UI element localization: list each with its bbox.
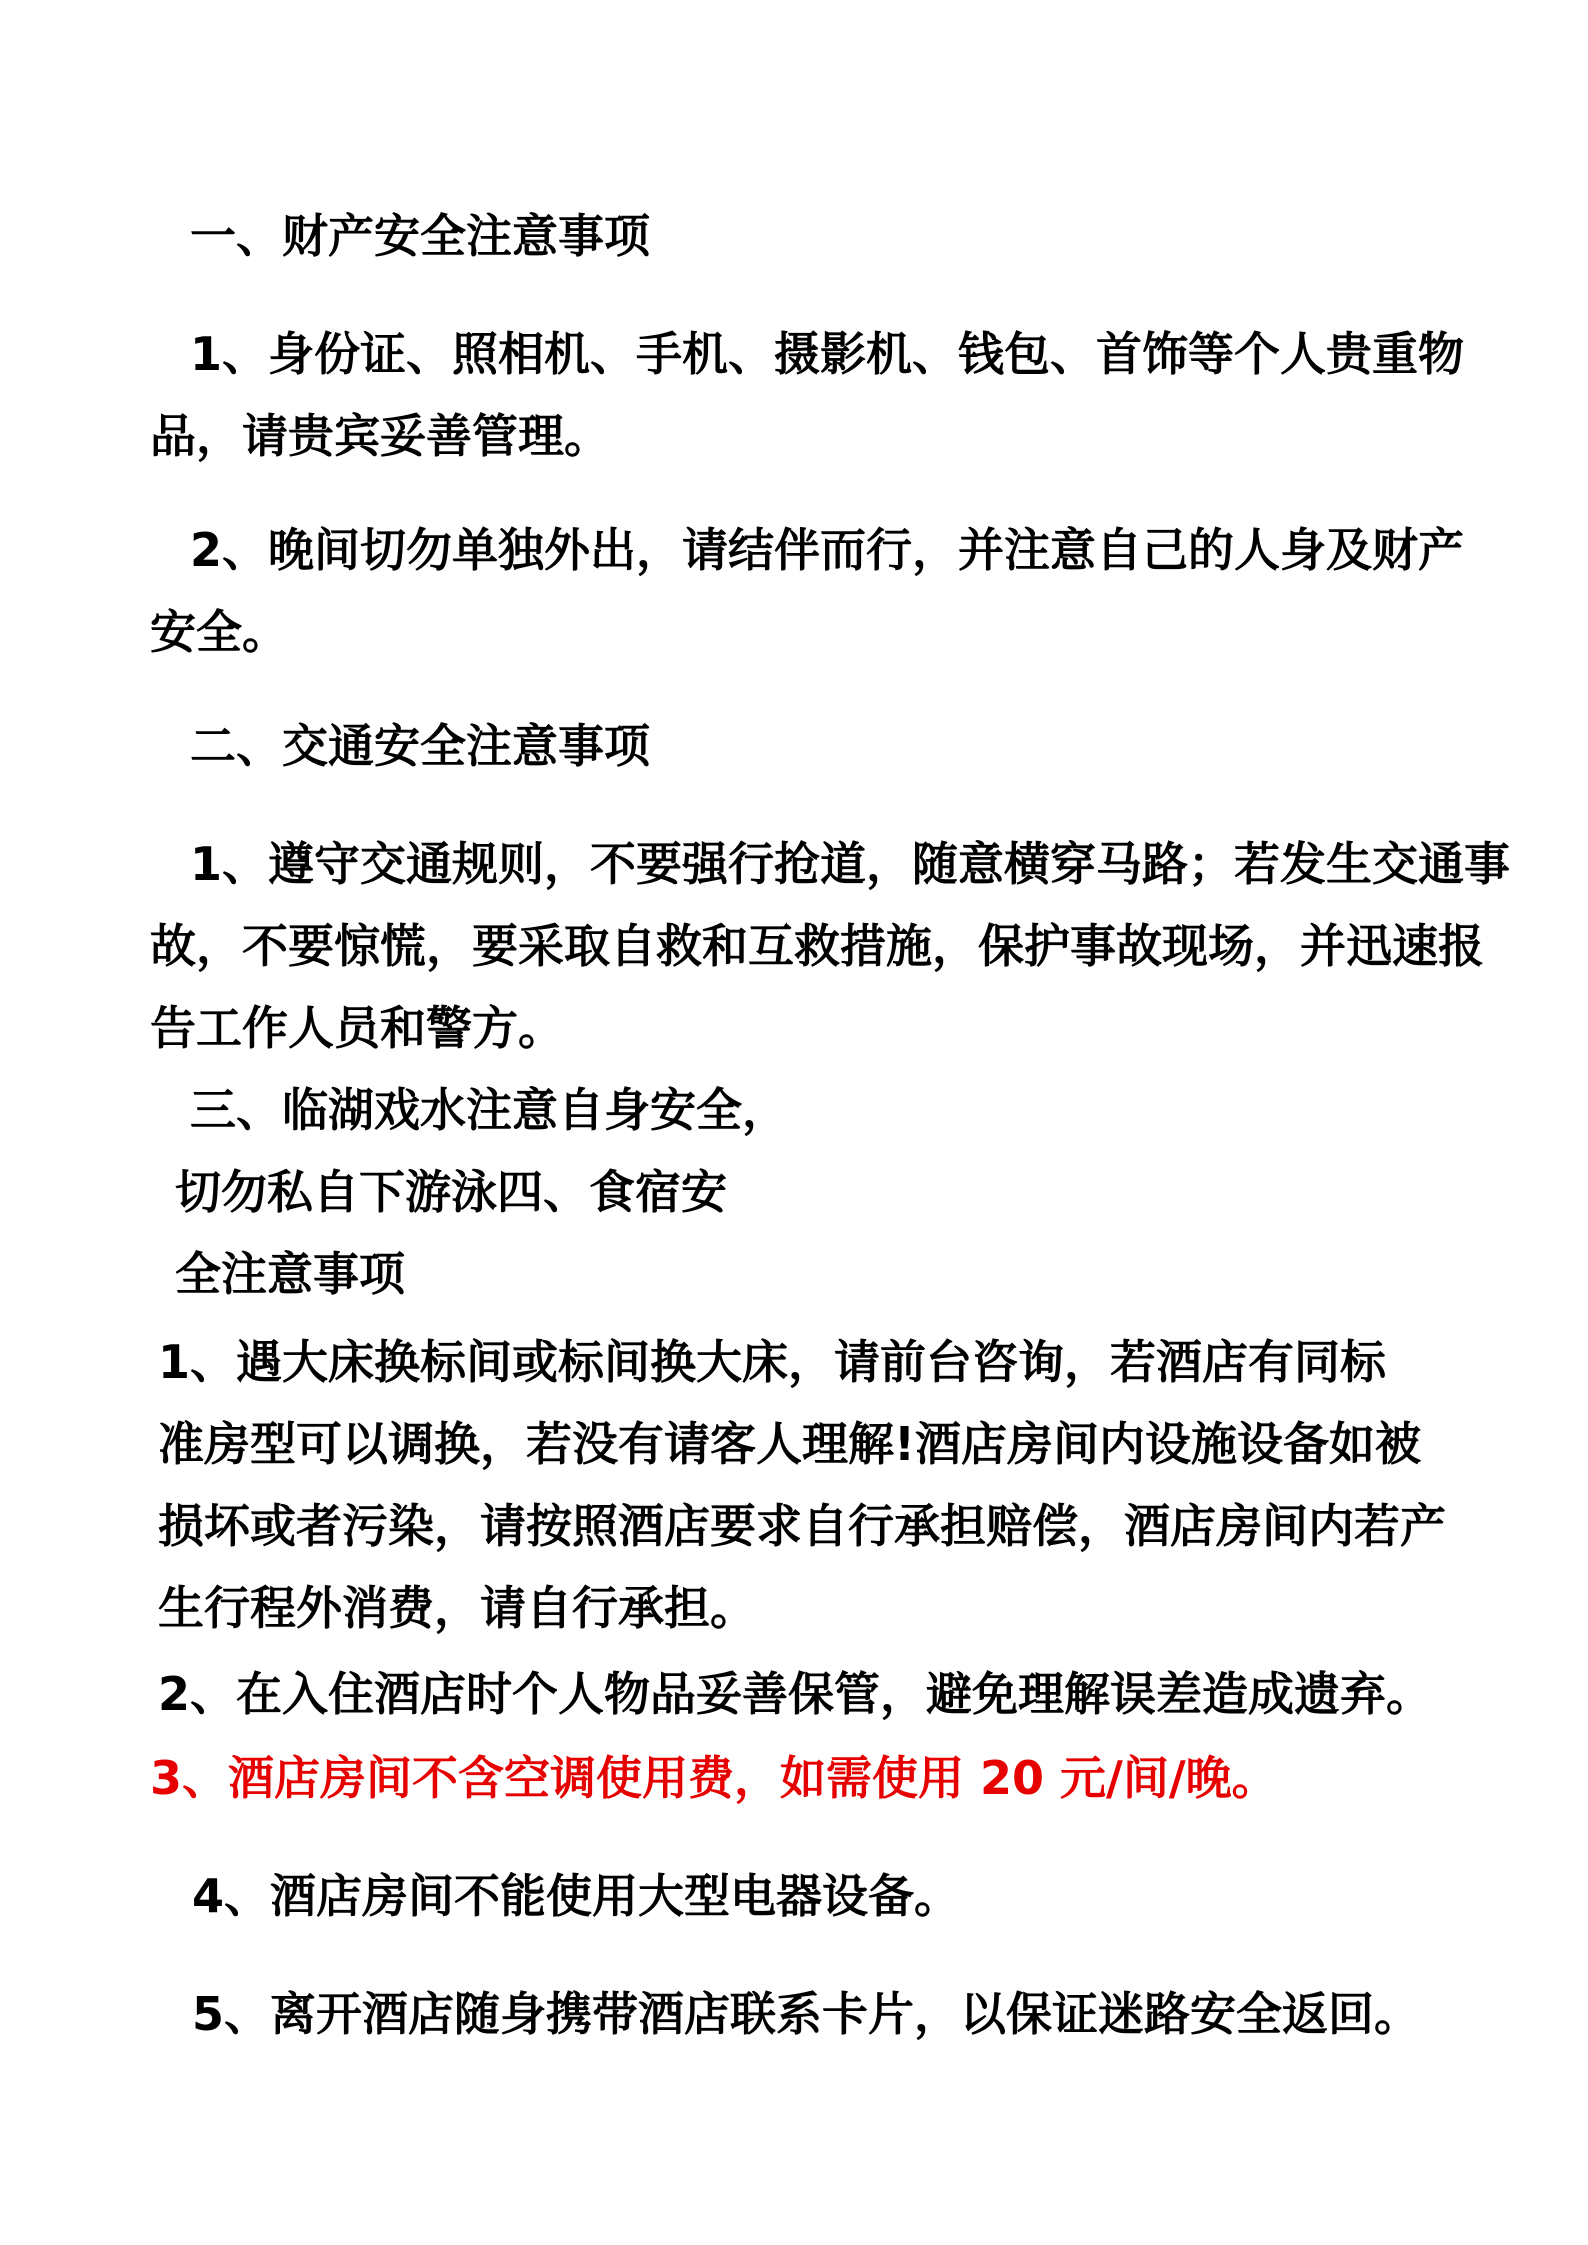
lodging-item-2: 2、在入住酒店时个人物品妥善保管，避免理解误差造成遗弃。 (158, 1667, 1433, 1721)
lodging-item-1-line-4: 生行程外消费，请自行承担。 (158, 1581, 756, 1635)
lodging-item-1-line-3: 损坏或者污染，请按照酒店要求自行承担赔偿，酒店房间内若产 (158, 1499, 1446, 1553)
lodging-item-3-highlight: 3、酒店房间不含空调使用费，如需使用 20 元/间/晚。 (150, 1751, 1278, 1805)
traffic-item-1-line-1: 1、遵守交通规则，不要强行抢道，随意横穿马路；若发生交通事 (190, 837, 1511, 891)
lodging-item-1-line-2: 准房型可以调换，若没有请客人理解!酒店房间内设施设备如被 (158, 1417, 1421, 1471)
heading-property-safety: 一、财产安全注意事项 (190, 209, 650, 263)
property-item-2-line-1: 2、晚间切勿单独外出，请结伴而行，并注意自己的人身及财产 (190, 523, 1465, 577)
heading-lodging-safety: 全注意事项 (175, 1247, 405, 1301)
property-item-1-line-2: 品，请贵宾妥善管理。 (150, 409, 610, 463)
heading-lake-safety: 三、临湖戏水注意自身安全， (190, 1083, 788, 1137)
heading-traffic-safety: 二、交通安全注意事项 (190, 719, 650, 773)
property-item-1-line-1: 1、身份证、照相机、手机、摄影机、钱包、首饰等个人贵重物 (190, 327, 1465, 381)
lodging-item-1-line-1: 1、遇大床换标间或标间换大床，请前台咨询，若酒店有同标 (158, 1335, 1387, 1389)
lodging-item-4: 4、酒店房间不能使用大型电器设备。 (192, 1869, 961, 1923)
property-item-2-line-2: 安全。 (150, 605, 288, 659)
lodging-item-5: 5、离开酒店随身携带酒店联系卡片，以保证迷路安全返回。 (192, 1987, 1421, 2041)
traffic-item-1-line-2: 故，不要惊慌，要采取自救和互救措施，保护事故现场，并迅速报 (150, 919, 1484, 973)
lake-safety-line-2: 切勿私自下游泳四、食宿安 (175, 1165, 727, 1219)
traffic-item-1-line-3: 告工作人员和警方。 (150, 1001, 564, 1055)
